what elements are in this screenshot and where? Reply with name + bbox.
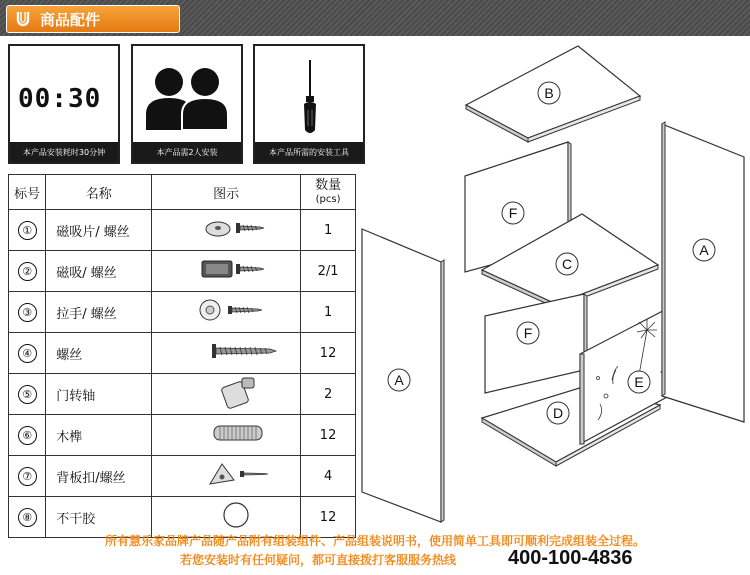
table-row — [9, 251, 356, 292]
row-qty: 12 — [301, 333, 356, 374]
time-card — [8, 44, 120, 164]
row-num: ⑧ — [18, 508, 37, 527]
door-hinge-pin-icon — [152, 374, 300, 410]
label-d: D — [552, 405, 564, 421]
clock-icon: 00:30 — [18, 84, 102, 114]
magnet-catch-screw-icon — [152, 251, 300, 287]
magnet-plate-screw-icon — [152, 210, 300, 246]
header-qty-label: 数量 — [315, 177, 342, 193]
label-c: C — [561, 256, 573, 272]
header-name: 名称 — [46, 175, 152, 210]
table-row — [9, 415, 356, 456]
footer-line-2: 若您安装时有任何疑问，都可直接拨打客服服务热线 — [180, 553, 457, 567]
label-a-left: A — [394, 372, 404, 388]
label-b: B — [544, 85, 554, 101]
backboard-clip-screw-icon — [152, 456, 300, 492]
tool-card — [253, 44, 365, 164]
two-people-icon — [142, 64, 232, 134]
u-logo-icon — [14, 10, 32, 28]
row-qty: 12 — [301, 497, 356, 538]
row-name: 木榫 — [46, 415, 152, 456]
row-name: 不干胶 — [46, 497, 152, 538]
section-tab — [6, 5, 180, 33]
row-qty: 12 — [301, 415, 356, 456]
row-qty: 4 — [301, 456, 356, 497]
footer-line-1: 所有慧乐家品牌产品随产品附有组装组件、产品组装说明书，使用简单工具即可顺利完成组装全过程。 — [104, 534, 645, 548]
header-num: 标号 — [9, 175, 46, 210]
header-bar — [0, 0, 750, 36]
table-row — [9, 374, 356, 415]
parts-table — [8, 174, 356, 538]
row-qty: 2 — [301, 374, 356, 415]
tool-caption: 本产品所需的安装工具 — [255, 142, 363, 162]
row-num: ⑦ — [18, 467, 37, 486]
knob-screw-icon — [152, 292, 300, 328]
label-e: E — [634, 374, 644, 390]
table-row — [9, 210, 356, 251]
adhesive-pad-icon — [152, 497, 300, 533]
row-name: 螺丝 — [46, 333, 152, 374]
wood-dowel-icon — [152, 415, 300, 451]
section-title: 商品配件 — [40, 10, 101, 29]
row-num: ③ — [18, 303, 37, 322]
screw-icon — [152, 333, 300, 369]
label-f2: F — [523, 325, 533, 341]
assembly-diagram — [355, 40, 745, 525]
row-name: 磁吸片/ 螺丝 — [46, 210, 152, 251]
row-num: ② — [18, 262, 37, 281]
table-row — [9, 292, 356, 333]
header-qty-unit: (pcs) — [315, 193, 341, 205]
header-qty — [301, 175, 356, 210]
row-qty: 1 — [301, 210, 356, 251]
people-card — [131, 44, 243, 164]
row-num: ④ — [18, 344, 37, 363]
row-qty: 2/1 — [301, 251, 356, 292]
people-caption: 本产品需2人安装 — [133, 142, 241, 162]
row-num: ① — [18, 221, 37, 240]
row-name: 背板扣/螺丝 — [46, 456, 152, 497]
row-name: 拉手/ 螺丝 — [46, 292, 152, 333]
time-caption: 本产品安装耗时30分钟 — [10, 142, 118, 162]
row-qty: 1 — [301, 292, 356, 333]
header-pic: 图示 — [152, 175, 301, 210]
row-name: 门转轴 — [46, 374, 152, 415]
label-a-right: A — [699, 242, 709, 258]
label-f1: F — [508, 205, 518, 221]
hotline-number: 400-100-4836 — [508, 547, 633, 569]
table-header — [9, 175, 356, 210]
table-row — [9, 333, 356, 374]
row-num: ⑤ — [18, 385, 37, 404]
row-num: ⑥ — [18, 426, 37, 445]
table-row — [9, 456, 356, 497]
row-name: 磁吸/ 螺丝 — [46, 251, 152, 292]
screwdriver-icon — [295, 60, 325, 142]
